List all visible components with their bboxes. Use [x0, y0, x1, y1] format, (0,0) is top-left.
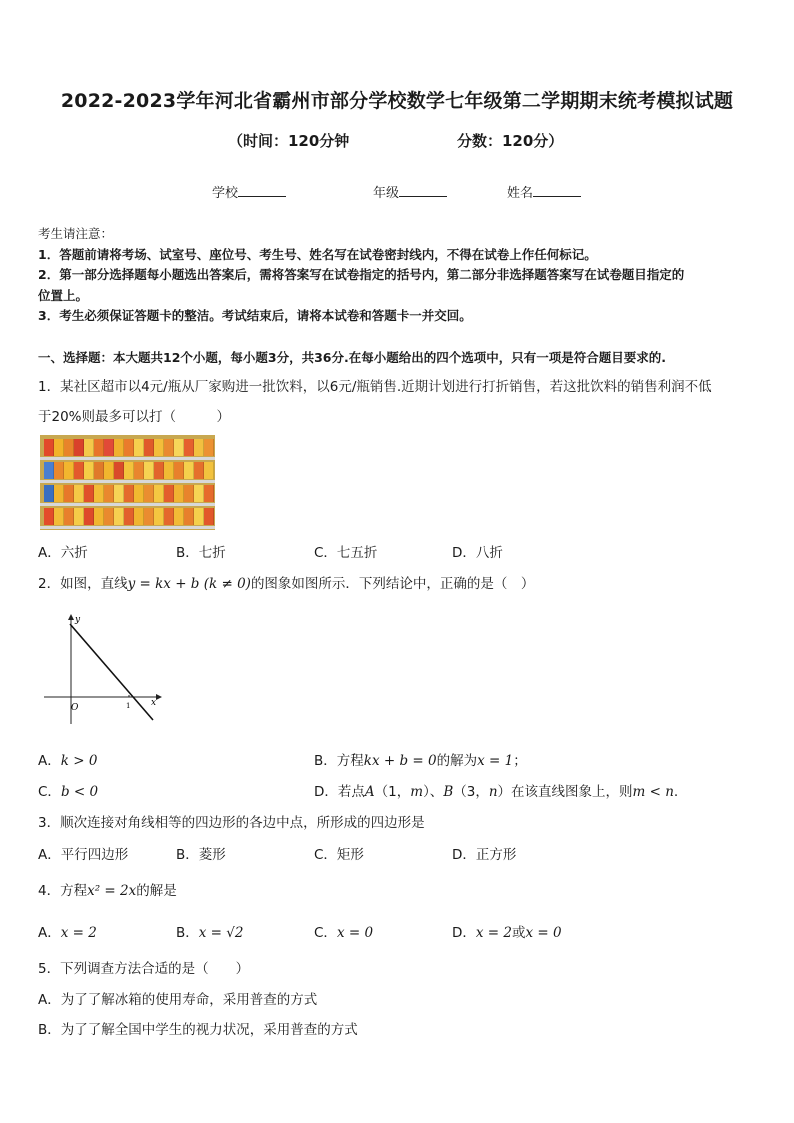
q2-prefix: 2．如图，直线: [38, 576, 128, 592]
q5-option-b[interactable]: B．为了了解全国中学生的视力状况，采用普查的方式: [38, 1022, 358, 1038]
q2-option-b-mid: 的解为: [436, 753, 478, 769]
y-axis-arrow-icon: [68, 614, 74, 620]
section-heading: 一、选择题：本大题共12个小题，每小题3分，共36分.在每小题给出的四个选项中，只有一项是符合题目要求的.: [38, 350, 666, 365]
q2-suffix: 的图象如图所示．下列结论中，正确的是（ ）: [250, 576, 535, 592]
q2-option-d-inequality: m < n: [632, 784, 674, 800]
q5-option-a[interactable]: A．为了了解冰箱的使用寿命，采用普查的方式: [38, 992, 318, 1008]
q2-option-d-point-b: B: [443, 784, 454, 800]
q4-suffix: 的解是: [136, 883, 177, 899]
q2-stem: [38, 572, 534, 592]
exam-score: 分数：120分）: [457, 132, 564, 150]
notice-item-2-cont: 位置上。: [38, 288, 89, 303]
q2-option-d-prefix: D．若点: [314, 784, 365, 800]
q1-stem-line2: 于20%则最多可以打（ ）: [38, 409, 231, 425]
name-label: 姓名: [507, 186, 534, 201]
q2-option-d-sep: ）、: [423, 784, 444, 800]
q1-stem-line1: 1．某社区超市以4元/瓶从厂家购进一批饮料，以6元/瓶销售.近期计划进行打折销售，若这批饮料的销售利润不低: [38, 379, 712, 395]
q4-option-a-label: A．: [38, 925, 61, 941]
notice-item-2: 2．第一部分选择题每小题选出答案后，需将答案写在试卷指定的括号内，第二部分非选择题答案写在试卷题目指定的: [38, 267, 685, 282]
q2-option-d[interactable]: [314, 780, 678, 800]
school-label: 学校: [212, 186, 239, 201]
name-field: [507, 182, 581, 201]
q4-option-a[interactable]: [38, 921, 97, 941]
notice-item-3: 3．考生必须保证答题卡的整洁。考试结束后，请将本试卷和答题卡一并交回。: [38, 308, 472, 323]
q4-option-d-or: 或: [512, 925, 526, 941]
q2-option-d-text: ）在该直线图象上，则: [497, 784, 633, 800]
q2-option-b-math: kx + b = 0: [363, 753, 437, 769]
q4-option-c-math: x = 0: [336, 925, 374, 941]
q2-option-c-label: C．: [38, 784, 61, 800]
q2-option-d-coord-b: （3，: [453, 784, 489, 800]
q4-option-d-label: D．: [452, 925, 476, 941]
q4-option-d-math1: x = 2: [475, 925, 513, 941]
origin-label: O: [71, 703, 79, 713]
q3-option-b[interactable]: B．菱形: [176, 847, 226, 863]
tick-label-1: 1: [126, 702, 131, 710]
q2-option-b-label: B．方程: [314, 753, 364, 769]
q3-option-d[interactable]: D．正方形: [452, 847, 517, 863]
name-blank[interactable]: [533, 184, 581, 197]
function-line: [70, 624, 153, 720]
q4-formula: x² = 2x: [87, 883, 137, 899]
q4-option-d-math2: x = 0: [525, 925, 562, 941]
q4-option-d[interactable]: [452, 921, 562, 941]
q4-stem: [38, 879, 177, 899]
q1-option-b[interactable]: B．七折: [176, 545, 226, 561]
q4-option-a-math: x = 2: [60, 925, 97, 941]
q1-option-a[interactable]: A．六折: [38, 545, 88, 561]
q3-option-a[interactable]: A．平行四边形: [38, 847, 129, 863]
x-axis-label: x: [151, 698, 157, 708]
q3-stem: 3．顺次连接对角线相等的四边形的各边中点，所形成的四边形是: [38, 815, 425, 831]
q2-option-c-math: b < 0: [60, 784, 99, 800]
y-axis-label: y: [75, 615, 81, 625]
q2-option-b-math2: x = 1: [477, 753, 514, 769]
q2-option-b-end: ；: [513, 753, 527, 769]
page-title: 2022-2023学年河北省霸州市部分学校数学七年级第二学期期末统考模拟试题: [60, 90, 734, 112]
q2-formula: y = kx + b (k ≠ 0): [127, 576, 251, 592]
q1-option-c[interactable]: C．七五折: [314, 545, 378, 561]
q2-option-b[interactable]: [314, 749, 527, 769]
notice-item-1: 1．答题前请将考场、试室号、座位号、考生号、姓名写在试卷密封线内，不得在试卷上作任何标记。: [38, 247, 597, 262]
school-blank[interactable]: [238, 184, 286, 197]
exam-time: （时间：120分钟: [228, 132, 350, 150]
q5-stem: 5．下列调查方法合适的是（ ）: [38, 961, 250, 977]
q2-option-d-coord-a: （1，: [374, 784, 411, 800]
grade-blank[interactable]: [399, 184, 447, 197]
q2-option-d-n: n: [488, 784, 498, 800]
q4-prefix: 4．方程: [38, 883, 88, 899]
q4-option-b-math: x = √2: [198, 925, 244, 941]
school-field: [212, 182, 286, 201]
q2-option-a[interactable]: [38, 749, 97, 769]
x-axis-arrow-icon: [156, 694, 162, 700]
q1-option-d[interactable]: D．八折: [452, 545, 503, 561]
q2-option-a-math: k > 0: [60, 753, 98, 769]
q4-option-b[interactable]: [176, 921, 243, 941]
beverage-shelf-photo: [40, 435, 215, 530]
grade-field: [373, 182, 447, 201]
q2-option-d-point-a: A: [364, 784, 375, 800]
q4-option-b-label: B．: [176, 925, 199, 941]
q2-option-c[interactable]: [38, 780, 98, 800]
q2-option-a-label: A．: [38, 753, 61, 769]
notice-heading: 考生请注意：: [38, 226, 114, 241]
q4-option-c-label: C．: [314, 925, 337, 941]
grade-label: 年级: [373, 186, 400, 201]
line-graph: [38, 612, 163, 727]
q3-option-c[interactable]: C．矩形: [314, 847, 364, 863]
q2-option-d-end: .: [673, 784, 679, 800]
q4-option-c[interactable]: [314, 921, 373, 941]
q2-option-d-m: m: [410, 784, 424, 800]
